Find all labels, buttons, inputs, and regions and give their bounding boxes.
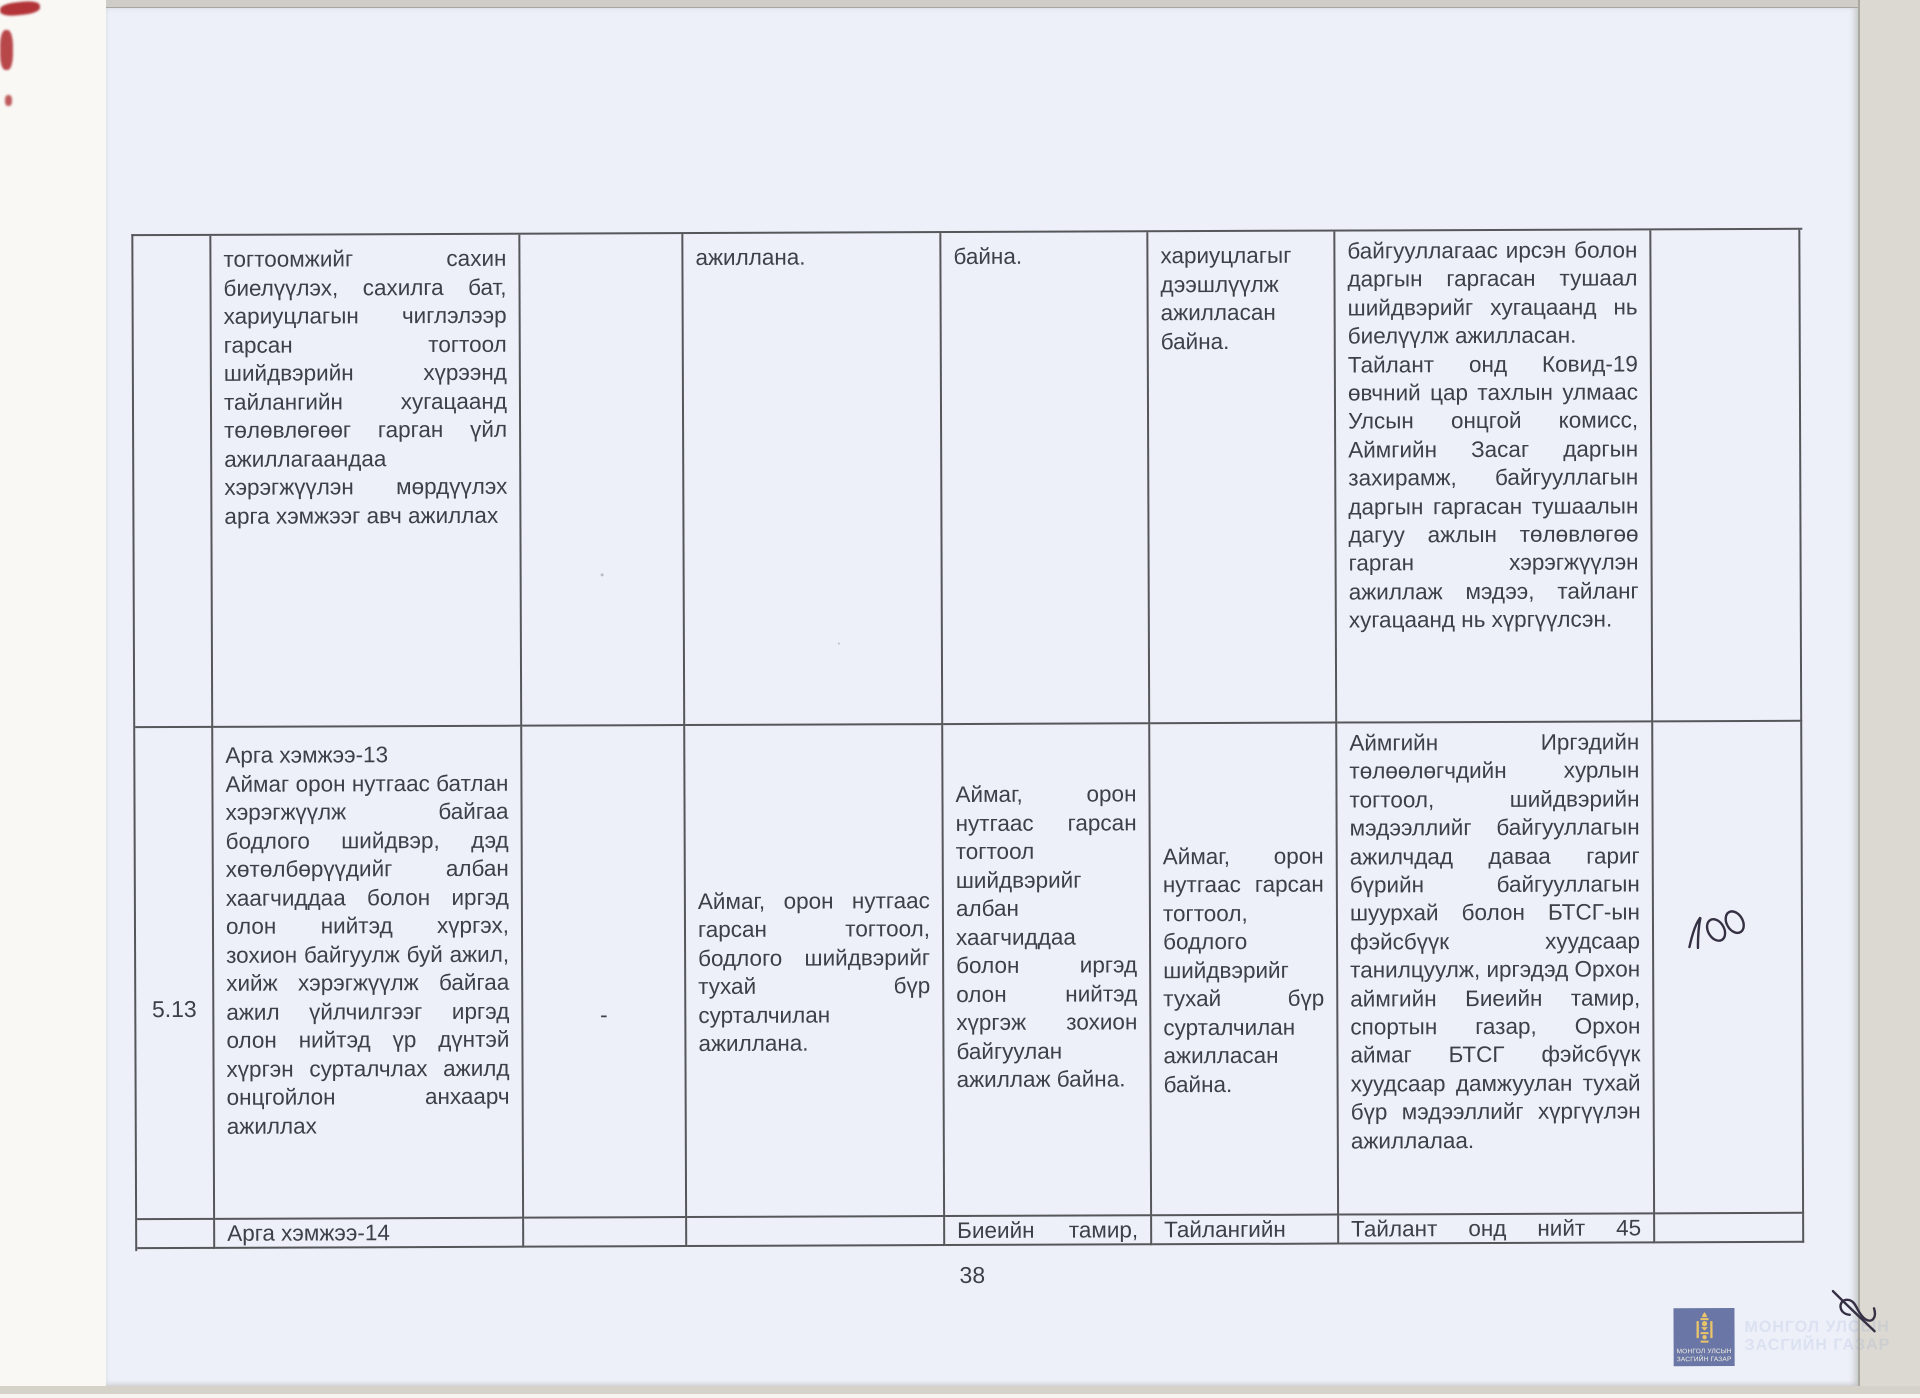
cell-r3-target [687, 1217, 945, 1247]
cell-r1-budget [520, 234, 685, 727]
cell-r2-target [685, 725, 945, 1218]
cell-r3-budget [524, 1218, 687, 1248]
cell-r3-score [1655, 1214, 1804, 1244]
cell-r3-number [137, 1220, 215, 1249]
cell-r3-measure: Арга хэмжээ-14 [215, 1219, 524, 1249]
cell-r2-measure [213, 727, 524, 1220]
handwritten-score [1675, 900, 1757, 968]
report-table [131, 228, 1806, 1251]
cell-r1-score [1651, 230, 1802, 723]
budget-dash: - [600, 1002, 608, 1028]
page-number: 38 [959, 1261, 986, 1289]
cell-r2-result: Аймгийн Иргэдийн төлөөлөгчдийн хурлын тогтоол, шийдвэрийн мэдээллийг байгууллагын ажилчдад даваа гариг бүрийн байгууллагын шуурхай болон БТСГ-ын фэйсбүүк хуудсаар танилцуулж, иргэдэд Орхон аймгийн Биеийн тамир, спортын газар, Орхон аймаг БТСГ фэйсбүүк хуудсаар дамжуулан тухай бүр мэдээллийг хүргүүлэн ажиллалаа. [1337, 722, 1655, 1215]
scan-speck [1530, 250, 1532, 252]
cell-r1-performance: хариуцлагыг дээшлүүлж ажилласан байна. [1148, 232, 1337, 725]
measure-title: Арга хэмжээ-13 [225, 742, 389, 768]
cell-r2-performance [1150, 724, 1339, 1217]
cell-r1-number [133, 236, 213, 728]
cell-r1-criteria: байна. [941, 232, 1150, 725]
cell-r3-criteria: Биеийн тамир, [945, 1216, 1152, 1246]
criteria-text: Аймаг, орон нутгаас гарсан тогтоол шийдвэрийг албан хаагчиддаа болон иргэд олон нийтэд хүргэж зохион байгуулан ажиллаж байна. [955, 781, 1138, 1093]
cell-r1-result [1335, 230, 1653, 723]
cell-r3-result: Тайлант онд нийт 45 [1339, 1214, 1655, 1244]
measure-body: Аймаг орон нутгаас батлан хэрэгжүүлж байгаа бодлого шийдвэр, дэд хөтөлбөрүүдийг албан хаагчиддаа болон иргэд олон нийтэд хүргэх, зохион байгуулж буй ажил, хийж хэрэгжүүлж байгаа ажил үйлчилгээг иргэд олон нийтэд үр дүнтэй хүргэн сурталчлах ажилд онцгойлон анхаарч ажиллах [225, 770, 510, 1139]
government-logo [1673, 1308, 1734, 1366]
cell-r2-budget [522, 726, 687, 1219]
cell-r1-measure: тогтоомжийг сахин биелүүлэх, сахилга бат, хариуцлагын чиглэлээр гарсан тогтоол шийдвэрийн хүрээнд тайлангийн хугацаанд төлөвлөгөөг гарган үйл ажиллагаандаа хэрэгжүүлэн мөрдүүлэх арга хэмжээг авч ажиллах [211, 235, 522, 728]
cell-r1-target: ажиллана. [683, 233, 943, 726]
scan-speck [838, 642, 840, 644]
cell-r2-score [1653, 722, 1804, 1215]
cell-r3-performance: Тайлангийн [1152, 1216, 1339, 1246]
scan-speck [601, 573, 604, 576]
item-number: 5.13 [151, 995, 197, 1022]
government-logo-label: МОНГОЛ УЛСЫН ЗАСГИЙН ГАЗАР [1676, 1348, 1732, 1363]
soyombo-icon [1695, 1312, 1713, 1349]
result-paragraph: байгууллагаас ирсэн болон даргын гаргасан тушаал шийдвэрийг хугацаанд нь биелүүлж ажилласан. [1347, 237, 1638, 349]
result-paragraph: Тайлант онд Ковид-19 өвчний цар тахлын улмаас Улсын онцгой комисс, Аймгийн Засаг даргын захирамж, байгууллагын даргын гаргасан тушаалын дагуу ажлын төлөвлөгөө гарган хэрэгжүүлэн ажиллаж мэдээ, тайланг хугацаанд нь хүргүүлсэн. [1347, 351, 1639, 633]
target-text: Аймаг, орон нутгаас гарсан тогтоол, бодлого шийдвэрийг тухай бүр сурталчилан ажиллана. [697, 887, 931, 1057]
cell-r2-number [135, 728, 215, 1220]
bleed-through-watermark: МОНГОЛ УЛСЫН ЗАСГИЙН ГАЗАР [1744, 1318, 1891, 1354]
performance-text: Аймаг, орон нутгаас гарсан тогтоол, бодлого шийдвэрийг тухай бүр сурталчилан ажилласан байна. [1162, 843, 1325, 1097]
cell-r2-criteria [943, 724, 1152, 1217]
